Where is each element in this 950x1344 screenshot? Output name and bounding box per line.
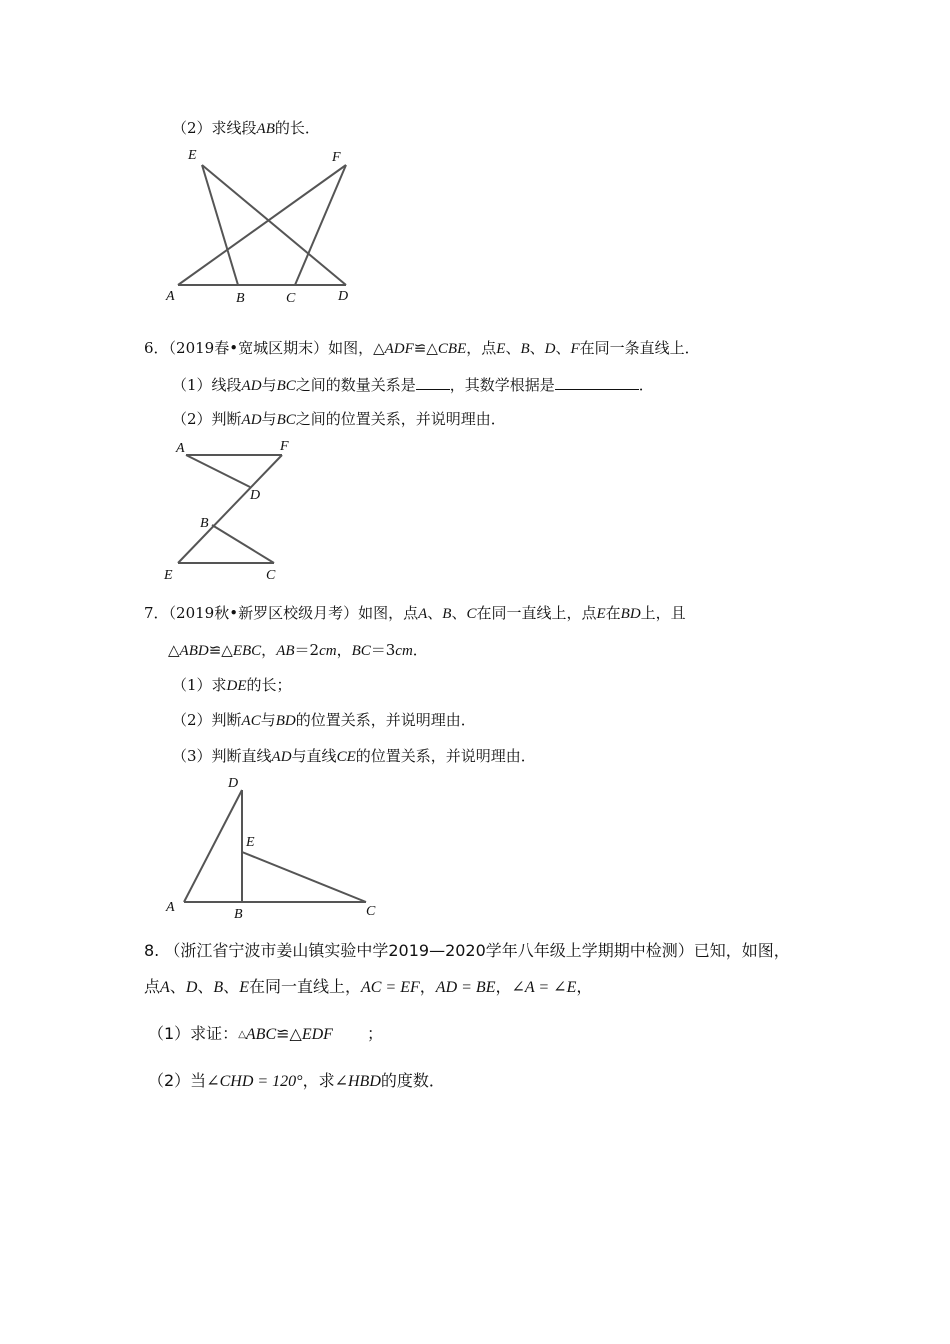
q7-stem-line1: 7．（2019秋•新罗区校级月考）如图，点A、B、C在同一直线上，点E在BD上，且 xyxy=(144,604,686,622)
q6-part1: （1）线段AD与BC之间的数量关系是 ，其数学根据是 ． xyxy=(172,376,654,394)
label-B: B xyxy=(234,907,243,922)
q6-part2: （2）判断AD与BC之间的位置关系，并说明理由． xyxy=(172,410,506,428)
segment-AD xyxy=(186,455,250,487)
label-E: E xyxy=(246,835,255,850)
q5-part2: （2）求线段AB的长． xyxy=(172,119,320,137)
label-C: C xyxy=(286,291,296,306)
label-B: B xyxy=(200,516,209,531)
label-A: A xyxy=(166,900,175,915)
label-D: D xyxy=(338,289,349,304)
q7-part2: （2）判断AC与BD的位置关系，并说明理由． xyxy=(172,711,476,729)
q5-figure xyxy=(160,145,370,310)
label-C: C xyxy=(266,568,276,583)
answer-blank-2[interactable] xyxy=(555,374,639,390)
q7-figure xyxy=(160,770,390,925)
q8-part1: （1）求证：△ABC≌△EDF ； xyxy=(148,1024,383,1043)
segment-EC xyxy=(242,852,366,902)
segment-ED xyxy=(202,165,346,285)
label-E: E xyxy=(188,148,197,163)
segment-DA xyxy=(184,790,242,902)
q7-part3: （3）判断直线AD与直线CE的位置关系，并说明理由． xyxy=(172,747,536,765)
segment-BC xyxy=(212,525,274,563)
q8-stem-line2: 点A、D、B、E在同一直线上，AC = EF，AD = BE，∠A = ∠E， xyxy=(144,977,593,996)
label-F: F xyxy=(280,439,289,454)
q7-stem-line2: △ABD≌△EBC，AB＝2cm，BC＝3cm． xyxy=(168,641,428,659)
label-E: E xyxy=(164,568,173,583)
label-A: A xyxy=(176,441,185,456)
label-F: F xyxy=(332,150,341,165)
q6-stem: 6．（2019春•宽城区期末）如图，△ADF≌△CBE，点E、B、D、F在同一条直线上． xyxy=(144,339,700,357)
q6-figure xyxy=(160,435,300,585)
q8-stem-line1: 8. （浙江省宁波市姜山镇实验中学2019—2020学年八年级上学期期中检测）已知，如图， xyxy=(144,941,790,960)
label-D: D xyxy=(250,488,261,503)
label-A: A xyxy=(166,289,175,304)
q8-part2: （2）当∠CHD = 120°，求∠HBD的度数． xyxy=(148,1071,445,1090)
answer-blank-1[interactable] xyxy=(416,374,450,390)
segment-FE xyxy=(178,455,282,563)
segment-EB xyxy=(202,165,238,285)
label-B: B xyxy=(236,291,245,306)
q7-part1: （1）求DE的长； xyxy=(172,676,292,694)
label-D: D xyxy=(228,776,239,791)
label-C: C xyxy=(366,904,376,919)
